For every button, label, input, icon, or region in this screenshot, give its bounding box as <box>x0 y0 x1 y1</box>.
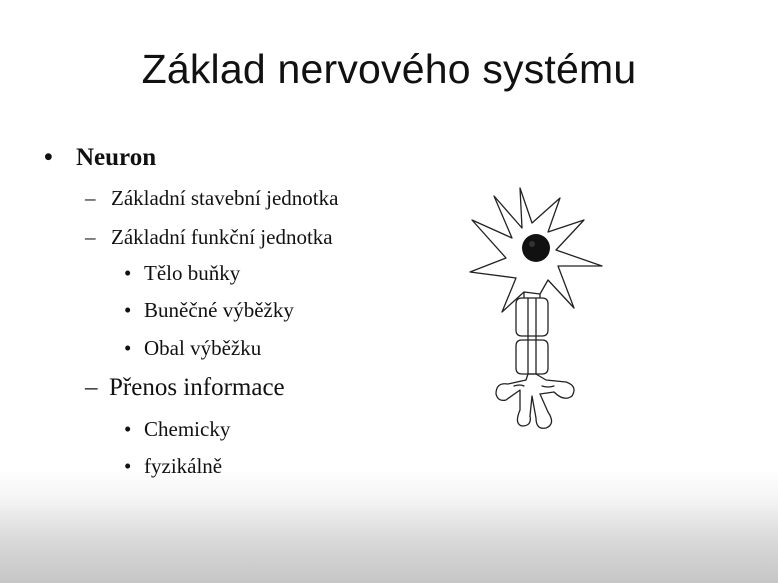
myelin-segment <box>516 298 548 336</box>
axon-core <box>528 298 536 336</box>
subbullet-text: Základní funkční jednotka <box>111 225 333 249</box>
neuron-nucleus <box>522 234 550 262</box>
dash-marker: – <box>85 186 96 210</box>
myelin-segment <box>516 340 548 374</box>
bullet-marker: • <box>44 144 53 171</box>
bullet-text: Neuron <box>76 144 157 171</box>
subsubbullet-text: Tělo buňky <box>144 261 241 285</box>
subbullet-text: Přenos informace <box>109 374 285 401</box>
axon-terminals <box>496 374 574 428</box>
bullet-marker: • <box>124 417 132 441</box>
bullet-marker: • <box>124 261 132 285</box>
subsubbullet-text: Chemicky <box>144 417 231 441</box>
bullet-marker: • <box>124 454 132 478</box>
bullet-marker: • <box>124 336 132 360</box>
subsubbullet-text: fyzikálně <box>144 454 223 478</box>
axon-core <box>528 336 536 374</box>
dash-marker: – <box>85 374 98 401</box>
dash-marker: – <box>85 225 96 249</box>
slide-title: Základ nervového systému <box>141 46 637 92</box>
subsubbullet-text: Obal výběžku <box>144 336 262 360</box>
subsubbullet-text: Buněčné výběžky <box>144 298 294 322</box>
subbullet-text: Základní stavební jednotka <box>111 186 339 210</box>
bullet-marker: • <box>124 298 132 322</box>
axon-terminal-dots <box>514 385 554 387</box>
neuron-drawing <box>462 180 612 435</box>
